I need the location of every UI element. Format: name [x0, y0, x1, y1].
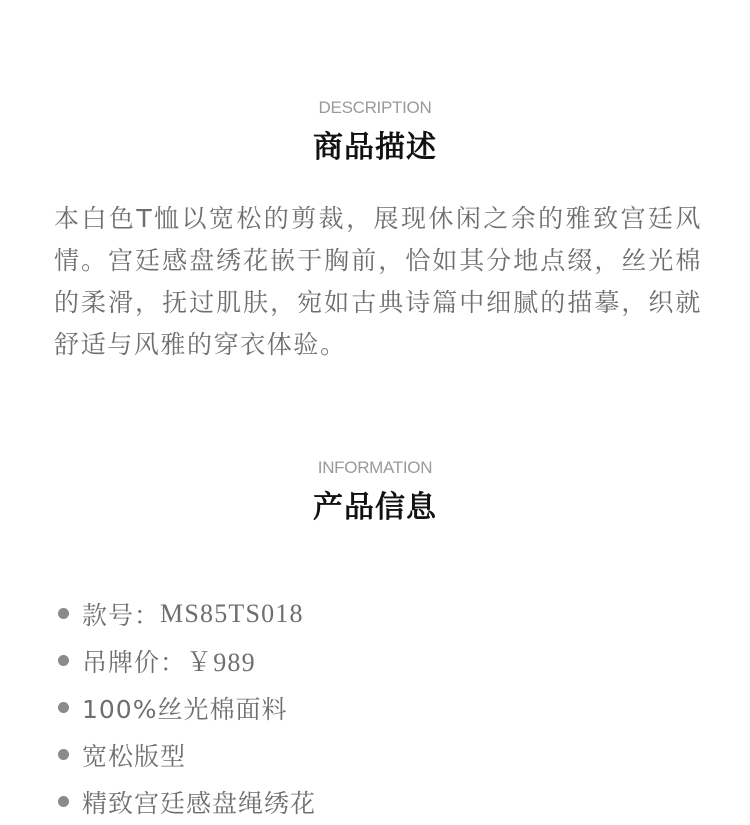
information-eyebrow: INFORMATION	[317, 458, 433, 477]
spec-list	[58, 590, 316, 825]
spec-item-style-number	[58, 590, 316, 637]
spec-value: MS85TS018	[160, 598, 304, 628]
bullet-dot-icon	[58, 608, 69, 619]
description-title: 商品描述	[313, 130, 437, 165]
spec-item-tag-price	[58, 637, 316, 684]
bullet-dot-icon	[58, 796, 69, 807]
spec-item-embroidery	[58, 778, 316, 825]
spec-label: 宽松版型	[82, 741, 187, 771]
bullet-dot-icon	[58, 655, 69, 666]
spec-label: 吊牌价：	[82, 647, 187, 677]
spec-value: ￥989	[186, 648, 256, 677]
information-title: 产品信息	[313, 490, 437, 525]
description-text: 本白色T恤以宽松的剪裁，展现休闲之余的雅致宫廷风情。宫廷感盘绣花嵌于胸前，恰如其分地点缀，丝光棉的柔滑，抚过肌肤，宛如古典诗篇中细腻的描摹，织就舒适与风雅的穿衣体验。	[54, 204, 702, 359]
spec-item-fit	[58, 731, 316, 778]
spec-label: 精致宫廷感盘绳绣花	[82, 788, 317, 818]
spec-item-fabric	[58, 684, 316, 731]
bullet-dot-icon	[58, 702, 69, 713]
bullet-dot-icon	[58, 749, 69, 760]
spec-label: 100%丝光棉面料	[82, 694, 288, 724]
spec-label: 款号：	[82, 600, 161, 630]
description-eyebrow: DESCRIPTION	[318, 98, 432, 117]
